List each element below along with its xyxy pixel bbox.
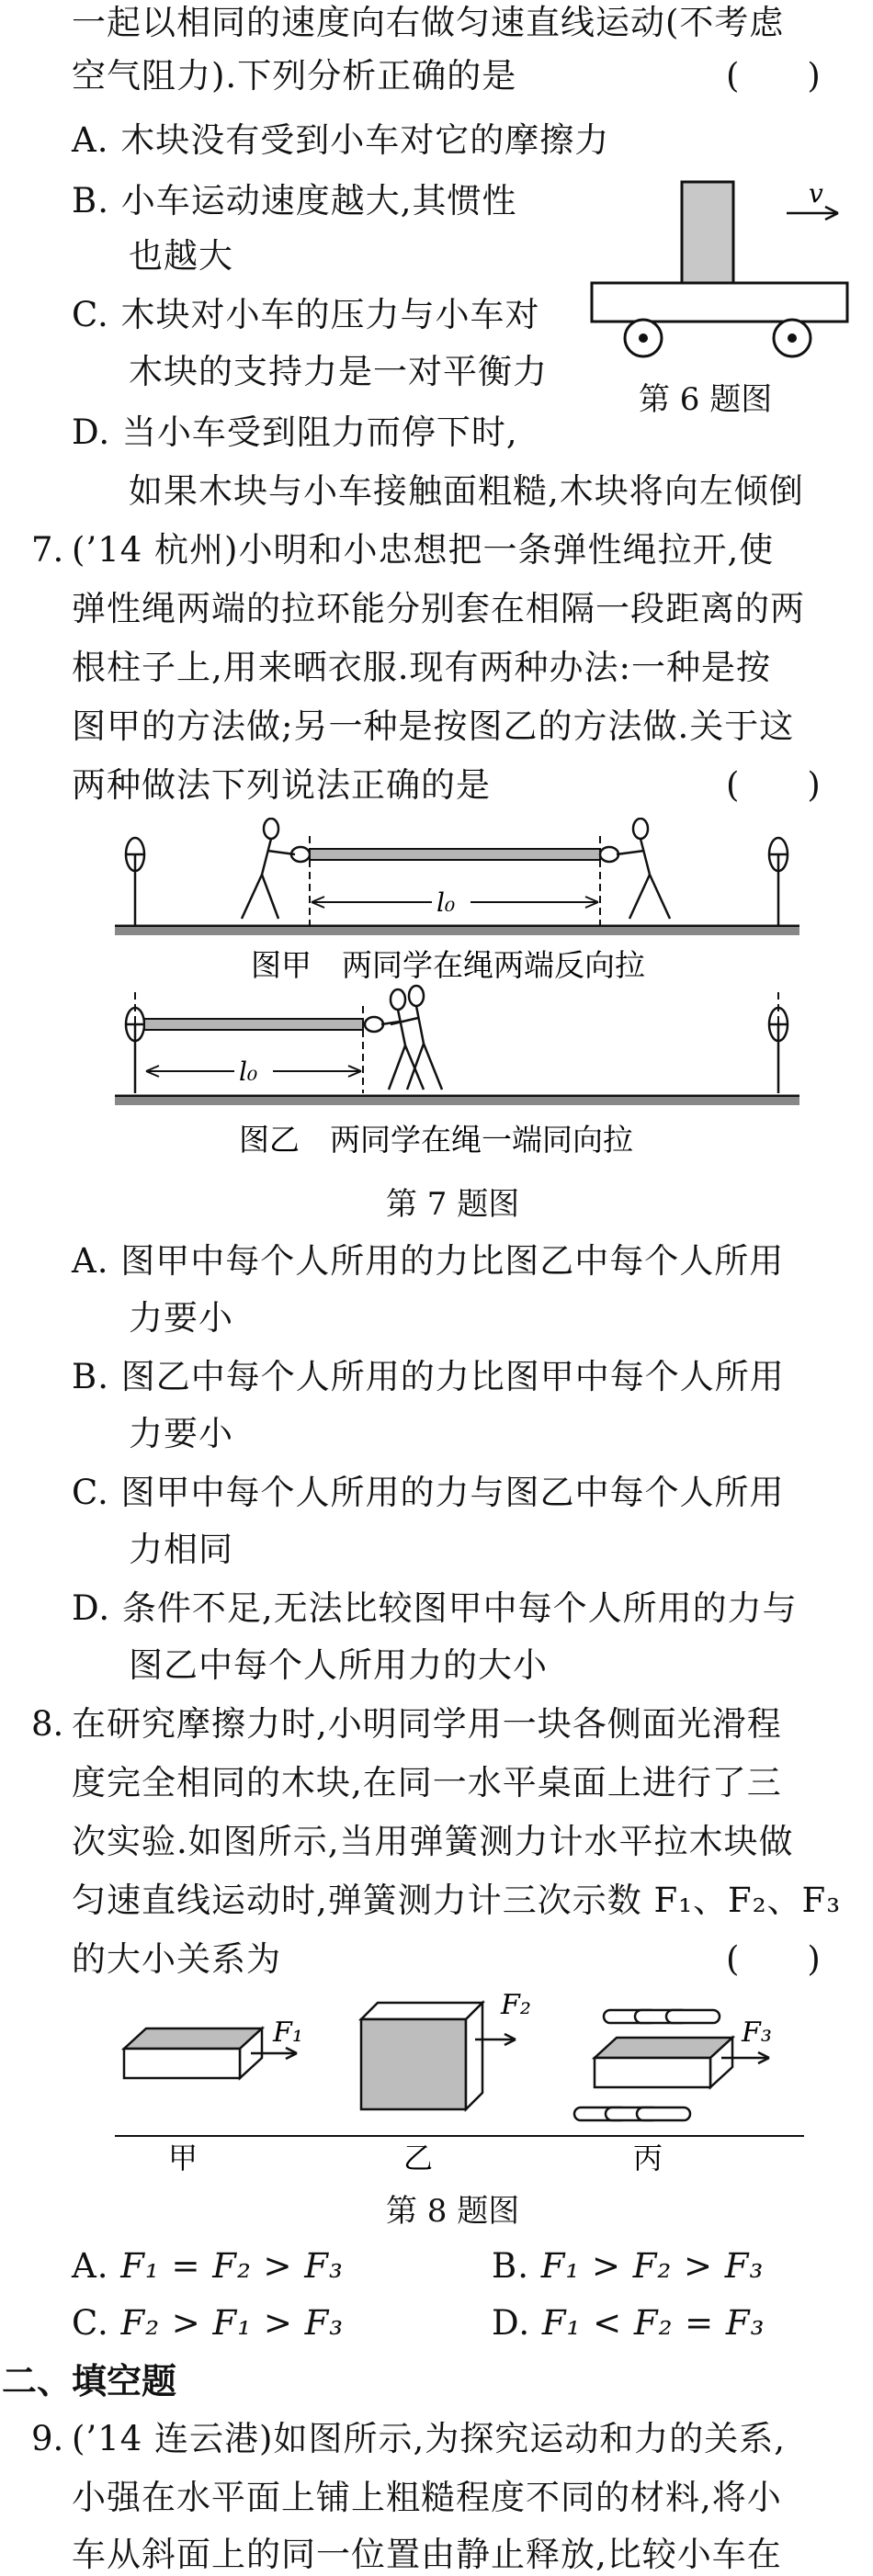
q8-option-c [72, 2302, 344, 2344]
q9-line-1: (’14 连云港)如图所示,为探究运动和力的关系, [72, 2419, 786, 2458]
option-text: 小车运动速度越大,其惯性 [120, 181, 517, 220]
option-text: F₁ < F₂ = F₃ [541, 2303, 765, 2343]
q6-option-b-cont: 也越大 [129, 236, 233, 276]
option-label: D. [72, 1588, 111, 1628]
l0-label-top: l₀ [436, 887, 456, 918]
q7-option-d-cont: 图乙中每个人所用力的大小 [129, 1645, 548, 1685]
q6-option-d-cont: 如果木块与小车接触面粗糙,木块将向左倾倒 [129, 471, 804, 511]
option-label: A. [72, 2246, 109, 2286]
option-label: A. [72, 1241, 109, 1281]
option-label: D. [492, 2303, 531, 2343]
block-bing [595, 2038, 732, 2087]
q8-friction-figure [115, 1984, 804, 2177]
q7-rope-figure [115, 818, 799, 1167]
q8-line-3: 次实验.如图所示,当用弹簧测力计水平拉木块做 [72, 1822, 794, 1861]
cart-body [592, 283, 847, 322]
option-text: 当小车受到阻力而停下时, [121, 412, 518, 452]
person-left [242, 819, 295, 919]
option-label: B. [72, 1357, 109, 1396]
force-f1-label: F₁ [273, 2017, 303, 2049]
option-text: 木块对小车的压力与小车对 [120, 295, 540, 334]
option-text: 条件不足,无法比较图甲中每个人所用的力与 [121, 1588, 798, 1628]
q6-line-1: 一起以相同的速度向右做匀速直线运动(不考虑 [72, 3, 785, 42]
q7-option-a [72, 1240, 784, 1282]
persons-pulling-same-side [381, 986, 442, 1090]
block-yi [361, 2003, 482, 2109]
q6-figure-caption: 第 6 题图 [639, 381, 773, 418]
q6-cart-figure [579, 175, 855, 372]
label-jia: 甲 [168, 2141, 198, 2175]
option-text: F₁ > F₂ > F₃ [540, 2246, 765, 2286]
q6-line-2: 空气阻力).下列分析正确的是 [72, 56, 517, 96]
q6-option-b [72, 180, 516, 222]
wood-block [682, 182, 733, 283]
q8-answer-paren: ( ) [726, 1939, 821, 1979]
q9-line-2: 小强在水平面上铺上粗糙程度不同的材料,将小 [72, 2478, 782, 2517]
option-text: F₂ > F₁ > F₃ [120, 2303, 345, 2343]
q8-option-a [72, 2245, 344, 2288]
q8-number: 8. [31, 1704, 64, 1744]
label-bing: 丙 [633, 2141, 663, 2175]
option-text: 木块没有受到小车对它的摩擦力 [120, 120, 610, 160]
q7-option-c [72, 1472, 785, 1514]
block-jia [124, 2028, 262, 2078]
q7-line-1: (’14 杭州)小明和小忠想把一条弹性绳拉开,使 [72, 530, 775, 570]
option-text: 图乙中每个人所用的力比图甲中每个人所用 [120, 1357, 785, 1396]
q7-figure-caption: 第 7 题图 [386, 1186, 520, 1223]
l0-label-bottom: l₀ [239, 1056, 258, 1087]
figure-yi-caption: 图乙 两同学在绳一端同向拉 [239, 1122, 633, 1158]
velocity-label: v [809, 178, 823, 209]
q8-figure-caption: 第 8 题图 [386, 2193, 520, 2230]
q7-line-3: 根柱子上,用来晒衣服.现有两种办法:一种是按 [72, 648, 771, 687]
elastic-rope-top [310, 849, 600, 860]
q8-line-1: 在研究摩擦力时,小明同学用一块各侧面光滑程 [72, 1704, 782, 1744]
option-text: F₁ = F₂ > F₃ [120, 2246, 344, 2286]
q6-answer-paren: ( ) [726, 56, 821, 96]
label-yi: 乙 [403, 2141, 434, 2175]
option-text: 图甲中每个人所用的力比图乙中每个人所用 [120, 1241, 785, 1281]
option-text: 图甲中每个人所用的力与图乙中每个人所用 [120, 1473, 785, 1512]
q8-option-d [492, 2302, 765, 2344]
q9-line-3: 车从斜面上的同一位置由静止释放,比较小车在 [72, 2535, 782, 2574]
option-label: C. [72, 1473, 109, 1512]
force-f3-label: F₃ [742, 2017, 772, 2049]
q8-line-5: 的大小关系为 [72, 1939, 281, 1979]
option-label: A. [72, 120, 109, 160]
q7-line-5: 两种做法下列说法正确的是 [72, 765, 491, 805]
option-label: B. [72, 181, 109, 220]
option-label: C. [72, 295, 109, 334]
q7-line-4: 图甲的方法做;另一种是按图乙的方法做.关于这 [72, 706, 795, 746]
person-right [617, 819, 670, 919]
q7-line-2: 弹性绳两端的拉环能分别套在相隔一段距离的两 [72, 589, 805, 628]
section-title-fill-in: 二、填空题 [2, 2361, 177, 2401]
q7-option-c-cont: 力相同 [129, 1530, 233, 1569]
q8-option-b [492, 2245, 764, 2288]
q8-line-4: 匀速直线运动时,弹簧测力计三次示数 F₁、F₂、F₃ [72, 1881, 842, 1920]
force-f2-label: F₂ [501, 1989, 531, 2021]
figure-jia-caption: 图甲 两同学在绳两端反向拉 [251, 947, 645, 983]
option-label: D. [72, 412, 111, 452]
q7-number: 7. [31, 530, 64, 570]
q8-line-2: 度完全相同的木块,在同一水平桌面上进行了三 [72, 1763, 782, 1802]
q6-option-c-cont: 木块的支持力是一对平衡力 [129, 352, 548, 391]
q7-option-a-cont: 力要小 [129, 1298, 233, 1338]
option-label: B. [492, 2246, 529, 2286]
q6-option-a [72, 119, 609, 162]
q7-answer-paren: ( ) [726, 765, 821, 805]
q6-option-d [72, 412, 518, 454]
elastic-rope-bottom [144, 1019, 363, 1030]
q7-option-b [72, 1356, 785, 1398]
q7-option-d [72, 1587, 798, 1630]
q6-option-c [72, 294, 540, 336]
option-label: C. [72, 2303, 109, 2343]
q7-option-b-cont: 力要小 [129, 1414, 233, 1453]
q9-number: 9. [31, 2419, 64, 2458]
